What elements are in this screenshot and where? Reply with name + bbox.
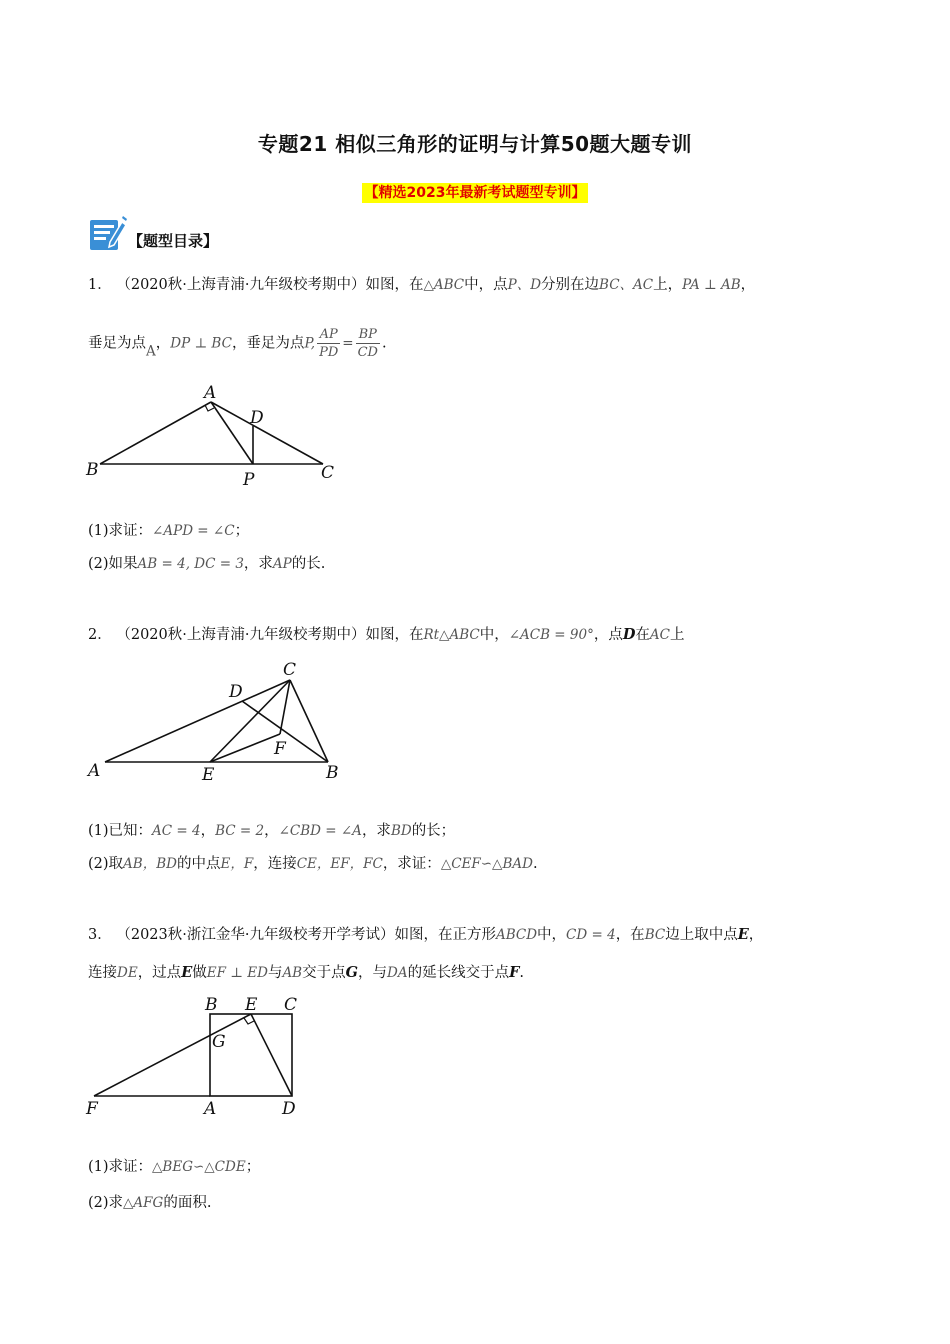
math: P, (304, 335, 316, 352)
text: (2)求 (88, 1195, 124, 1211)
problem-number: 2． (88, 627, 112, 643)
label-D: D (282, 1099, 296, 1119)
math: AP (272, 556, 292, 572)
segment-AP (211, 402, 253, 464)
math: AB = 4, DC = 3 (137, 556, 244, 572)
math: ∠APD = ∠C (152, 523, 235, 539)
label-E: E (245, 995, 258, 1015)
problem-2-q1 (88, 820, 455, 842)
problem-2-stem (88, 624, 685, 646)
problem-source: （2023秋·浙江金华·九年级校考开学考试） (116, 927, 395, 943)
math: A (146, 343, 156, 360)
text: . (532, 856, 538, 872)
label-B: B (326, 763, 339, 783)
math: △ABC (423, 277, 465, 293)
text: 交于点 (302, 965, 346, 981)
problem-1-q1 (88, 520, 249, 542)
problem-3-stem-line2 (88, 962, 524, 984)
text: ，求 (243, 556, 273, 572)
math: BD (390, 823, 412, 839)
text: (1)求证： (88, 523, 153, 539)
label-D: D (229, 682, 243, 702)
math: AB，BD (123, 856, 177, 872)
text: ， (264, 823, 279, 839)
problem-3-q2 (88, 1192, 211, 1214)
label-C: C (321, 463, 335, 483)
problem-3-q1 (88, 1156, 260, 1178)
text: 的延长线交于点 (407, 965, 510, 981)
problem-3-stem-line1 (88, 924, 763, 946)
text: 中，点 (464, 277, 508, 293)
label-D: D (250, 408, 264, 428)
text: 垂足为点 (88, 335, 146, 352)
edit-notes-icon (88, 212, 128, 252)
denominator: CD (357, 345, 378, 360)
text: 的中点 (176, 856, 221, 872)
math: = (342, 335, 354, 352)
problem-2-q2 (88, 853, 538, 875)
text: 在 (635, 627, 650, 643)
label-A: A (88, 761, 101, 781)
text: ； (234, 523, 250, 539)
problem-1-stem-line1 (88, 274, 755, 296)
label-A: A (204, 383, 217, 403)
segment-AC (105, 680, 290, 762)
label-C: C (284, 995, 298, 1015)
segment-CB (290, 680, 328, 762)
problem-source: （2020秋·上海青浦·九年级校考期中） (116, 277, 366, 293)
numerator: AP (317, 326, 340, 344)
math: △AFG (123, 1195, 164, 1211)
numerator: BP (356, 326, 380, 344)
text: ， (740, 277, 756, 293)
segment-BA (100, 402, 211, 464)
math: △CEF∽△BAD (440, 856, 533, 872)
bold-point: G (345, 964, 358, 981)
text: 如图，在 (365, 277, 424, 293)
text: ，点 (593, 627, 623, 643)
math: AB (282, 965, 303, 981)
math: AC = 4 (152, 823, 201, 839)
label-A: A (204, 1099, 217, 1119)
bold-point: D (622, 626, 636, 643)
math: △BEG∽△CDE (152, 1159, 246, 1175)
text: 与 (267, 965, 283, 981)
text: ， (200, 823, 216, 839)
math: ∠ACB = 90° (508, 627, 594, 643)
math: BC、AC (599, 277, 654, 293)
bold-point: E (737, 926, 749, 943)
square-ABCD (210, 1014, 292, 1096)
text: 做 (192, 965, 207, 981)
problem-1-stem-line2 (88, 326, 387, 363)
math: DA (387, 965, 408, 981)
math: AC (649, 627, 671, 643)
math: BC (644, 927, 666, 943)
text: ，与 (358, 965, 387, 981)
subtitle-wrap (0, 182, 950, 203)
problem-source: （2020秋·上海青浦·九年级校考期中） (116, 627, 366, 643)
text: ，垂足为点 (231, 335, 305, 352)
text: ，过点 (137, 965, 182, 981)
problem-number: 1． (88, 277, 112, 293)
segment-FE (94, 1014, 251, 1096)
text: ，求 (361, 823, 391, 839)
math: PA ⊥ AB (682, 277, 741, 293)
bold-point: E (181, 964, 193, 981)
math: P、D (507, 277, 542, 293)
label-B: B (86, 460, 99, 480)
text: (1)求证： (88, 1159, 153, 1175)
fraction (356, 326, 380, 361)
math: CE，EF，FC (296, 856, 383, 872)
label-F: F (86, 1099, 98, 1119)
text: 分别在边 (541, 277, 600, 293)
math: Rt△ABC (423, 627, 480, 643)
text: (2)取 (88, 856, 124, 872)
text: 中， (537, 927, 567, 943)
label-P: P (243, 470, 255, 488)
label-F: F (274, 739, 286, 759)
math: ∠CBD = ∠A (278, 823, 362, 839)
segment-AC (211, 402, 323, 464)
text: ， (155, 335, 171, 352)
figure-1 (80, 378, 350, 488)
right-angle-mark (205, 405, 214, 411)
text: (2)如果 (88, 556, 138, 572)
bold-point: F (509, 964, 520, 981)
text: 如图，在 (365, 627, 424, 643)
figure-2 (80, 658, 360, 786)
text: ，在 (615, 927, 645, 943)
figure-3 (80, 992, 320, 1120)
page-title: 专题21 相似三角形的证明与计算50题大题专训 (257, 132, 693, 156)
fraction (317, 326, 340, 361)
math: DE (117, 965, 138, 981)
math: EF ⊥ ED (206, 965, 268, 981)
problem-1-q2 (88, 553, 325, 575)
text: (1)已知： (88, 823, 153, 839)
toc-label: 【题型目录】 (128, 232, 219, 250)
text: ； (245, 1159, 261, 1175)
text: 上， (653, 277, 683, 293)
text: 边上取中点 (665, 927, 738, 943)
text: 的长； (411, 823, 456, 839)
problem-number: 3． (88, 927, 112, 943)
math: DP ⊥ BC (170, 335, 232, 352)
text: 的长. (291, 556, 326, 572)
math: ABCD (495, 927, 538, 943)
segment-ED (251, 1014, 292, 1096)
label-C: C (283, 660, 297, 680)
denominator: PD (319, 345, 339, 360)
text: . (381, 335, 387, 352)
text: ，求证： (382, 856, 441, 872)
text: . (519, 965, 524, 981)
text: 中， (479, 627, 509, 643)
text: 上 (670, 627, 685, 643)
right-angle-mark (244, 1018, 254, 1024)
text: 连接 (88, 965, 117, 981)
text: ， (748, 927, 764, 943)
subtitle-badge: 【精选2023年最新考试题型专训】 (362, 183, 589, 203)
math: CD = 4 (566, 927, 616, 943)
text: 的面积. (163, 1195, 212, 1211)
label-B: B (205, 995, 218, 1015)
text: ，连接 (253, 856, 297, 872)
segment-EF (210, 734, 280, 762)
text: 如图，在正方形 (394, 927, 496, 943)
label-G: G (212, 1032, 226, 1052)
math: E，F (220, 856, 254, 872)
label-E: E (202, 765, 215, 785)
math: BC = 2 (215, 823, 265, 839)
